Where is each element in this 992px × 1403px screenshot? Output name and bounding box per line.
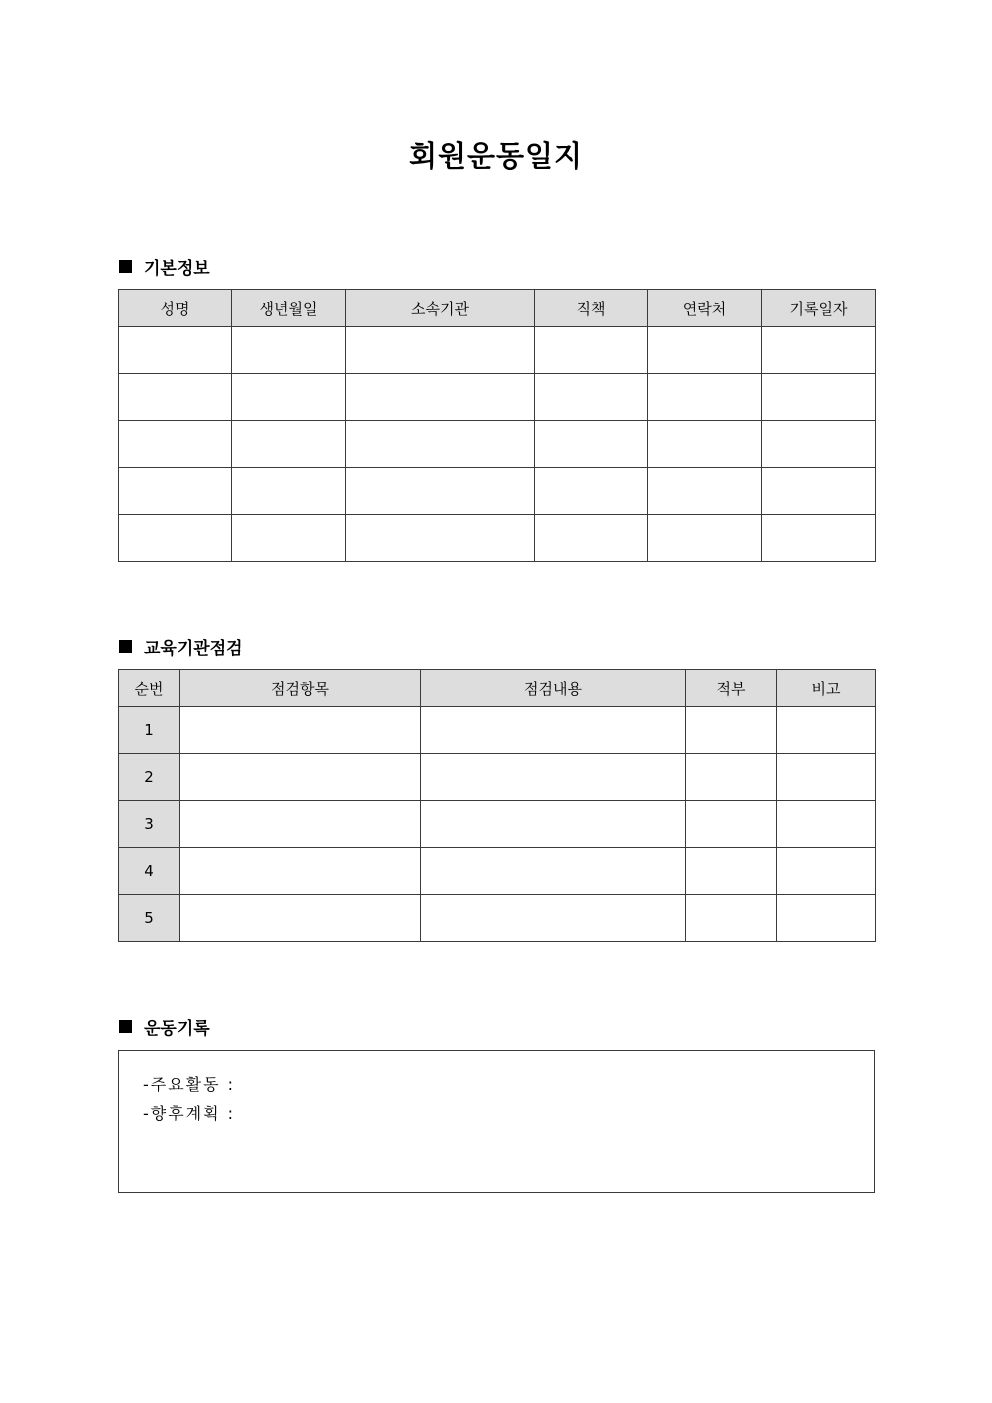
table-cell[interactable] [762, 327, 876, 374]
column-header-content: 점검내용 [421, 670, 686, 707]
inspection-table [118, 669, 876, 942]
table-cell[interactable] [119, 327, 232, 374]
column-header-adequacy: 적부 [686, 670, 777, 707]
table-cell[interactable] [346, 374, 535, 421]
table-row [119, 848, 876, 895]
table-cell[interactable] [648, 468, 762, 515]
table-cell[interactable] [762, 515, 876, 562]
table-row [119, 421, 876, 468]
table-cell[interactable] [232, 327, 346, 374]
table-cell[interactable] [180, 801, 421, 848]
table-row [119, 515, 876, 562]
square-bullet-icon [119, 1020, 132, 1033]
column-header-contact: 연락처 [648, 290, 762, 327]
table-cell[interactable] [232, 515, 346, 562]
table-cell[interactable] [686, 707, 777, 754]
column-header-remarks: 비고 [777, 670, 876, 707]
table-cell[interactable] [535, 421, 648, 468]
table-row [119, 707, 876, 754]
table-header-row [119, 670, 876, 707]
page-title: 회원운동일지 [408, 139, 584, 173]
table-cell[interactable] [777, 754, 876, 801]
table-row [119, 895, 876, 942]
square-bullet-icon [119, 260, 132, 273]
table-cell[interactable] [232, 374, 346, 421]
table-cell[interactable] [686, 801, 777, 848]
table-cell[interactable] [119, 374, 232, 421]
column-header-record-date: 기록일자 [762, 290, 876, 327]
table-row [119, 327, 876, 374]
row-number: 3 [119, 801, 180, 848]
square-bullet-icon [119, 640, 132, 653]
table-cell[interactable] [648, 374, 762, 421]
column-header-item: 점검항목 [180, 670, 421, 707]
basic-info-table [118, 289, 876, 562]
table-cell[interactable] [648, 327, 762, 374]
column-header-position: 직책 [535, 290, 648, 327]
table-cell[interactable] [119, 468, 232, 515]
section-heading-inspection-label: 교육기관점검 [144, 639, 243, 659]
table-cell[interactable] [648, 515, 762, 562]
record-line-main-activity: -주요활동 : [143, 1075, 236, 1094]
table-cell[interactable] [119, 515, 232, 562]
table-cell[interactable] [346, 327, 535, 374]
table-cell[interactable] [535, 515, 648, 562]
section-heading-record-label: 운동기록 [144, 1019, 210, 1039]
table-cell[interactable] [535, 327, 648, 374]
row-number: 5 [119, 895, 180, 942]
exercise-record-box[interactable] [118, 1050, 875, 1193]
row-number: 4 [119, 848, 180, 895]
section-heading-record [119, 1014, 210, 1039]
table-cell[interactable] [421, 801, 686, 848]
table-cell[interactable] [777, 895, 876, 942]
table-row [119, 754, 876, 801]
table-cell[interactable] [535, 374, 648, 421]
table-header-row [119, 290, 876, 327]
table-cell[interactable] [421, 848, 686, 895]
section-heading-basic [119, 254, 210, 279]
table-cell[interactable] [421, 754, 686, 801]
section-heading-basic-label: 기본정보 [144, 259, 210, 279]
table-cell[interactable] [232, 421, 346, 468]
table-cell[interactable] [346, 421, 535, 468]
table-cell[interactable] [421, 895, 686, 942]
column-header-seq: 순번 [119, 670, 180, 707]
table-cell[interactable] [119, 421, 232, 468]
table-cell[interactable] [777, 707, 876, 754]
table-cell[interactable] [180, 895, 421, 942]
table-cell[interactable] [180, 754, 421, 801]
row-number: 1 [119, 707, 180, 754]
table-cell[interactable] [232, 468, 346, 515]
column-header-affiliation: 소속기관 [346, 290, 535, 327]
table-cell[interactable] [762, 468, 876, 515]
row-number: 2 [119, 754, 180, 801]
table-cell[interactable] [777, 801, 876, 848]
table-cell[interactable] [535, 468, 648, 515]
table-cell[interactable] [686, 848, 777, 895]
table-cell[interactable] [762, 374, 876, 421]
table-cell[interactable] [686, 754, 777, 801]
column-header-name: 성명 [119, 290, 232, 327]
table-cell[interactable] [421, 707, 686, 754]
record-line-future-plan: -향후계획 : [143, 1104, 236, 1123]
table-row [119, 374, 876, 421]
table-row [119, 801, 876, 848]
table-row [119, 468, 876, 515]
table-cell[interactable] [180, 707, 421, 754]
table-cell[interactable] [180, 848, 421, 895]
table-cell[interactable] [346, 468, 535, 515]
table-cell[interactable] [648, 421, 762, 468]
table-cell[interactable] [777, 848, 876, 895]
table-cell[interactable] [762, 421, 876, 468]
section-heading-inspection [119, 634, 243, 659]
table-cell[interactable] [686, 895, 777, 942]
table-cell[interactable] [346, 515, 535, 562]
column-header-birthdate: 생년월일 [232, 290, 346, 327]
